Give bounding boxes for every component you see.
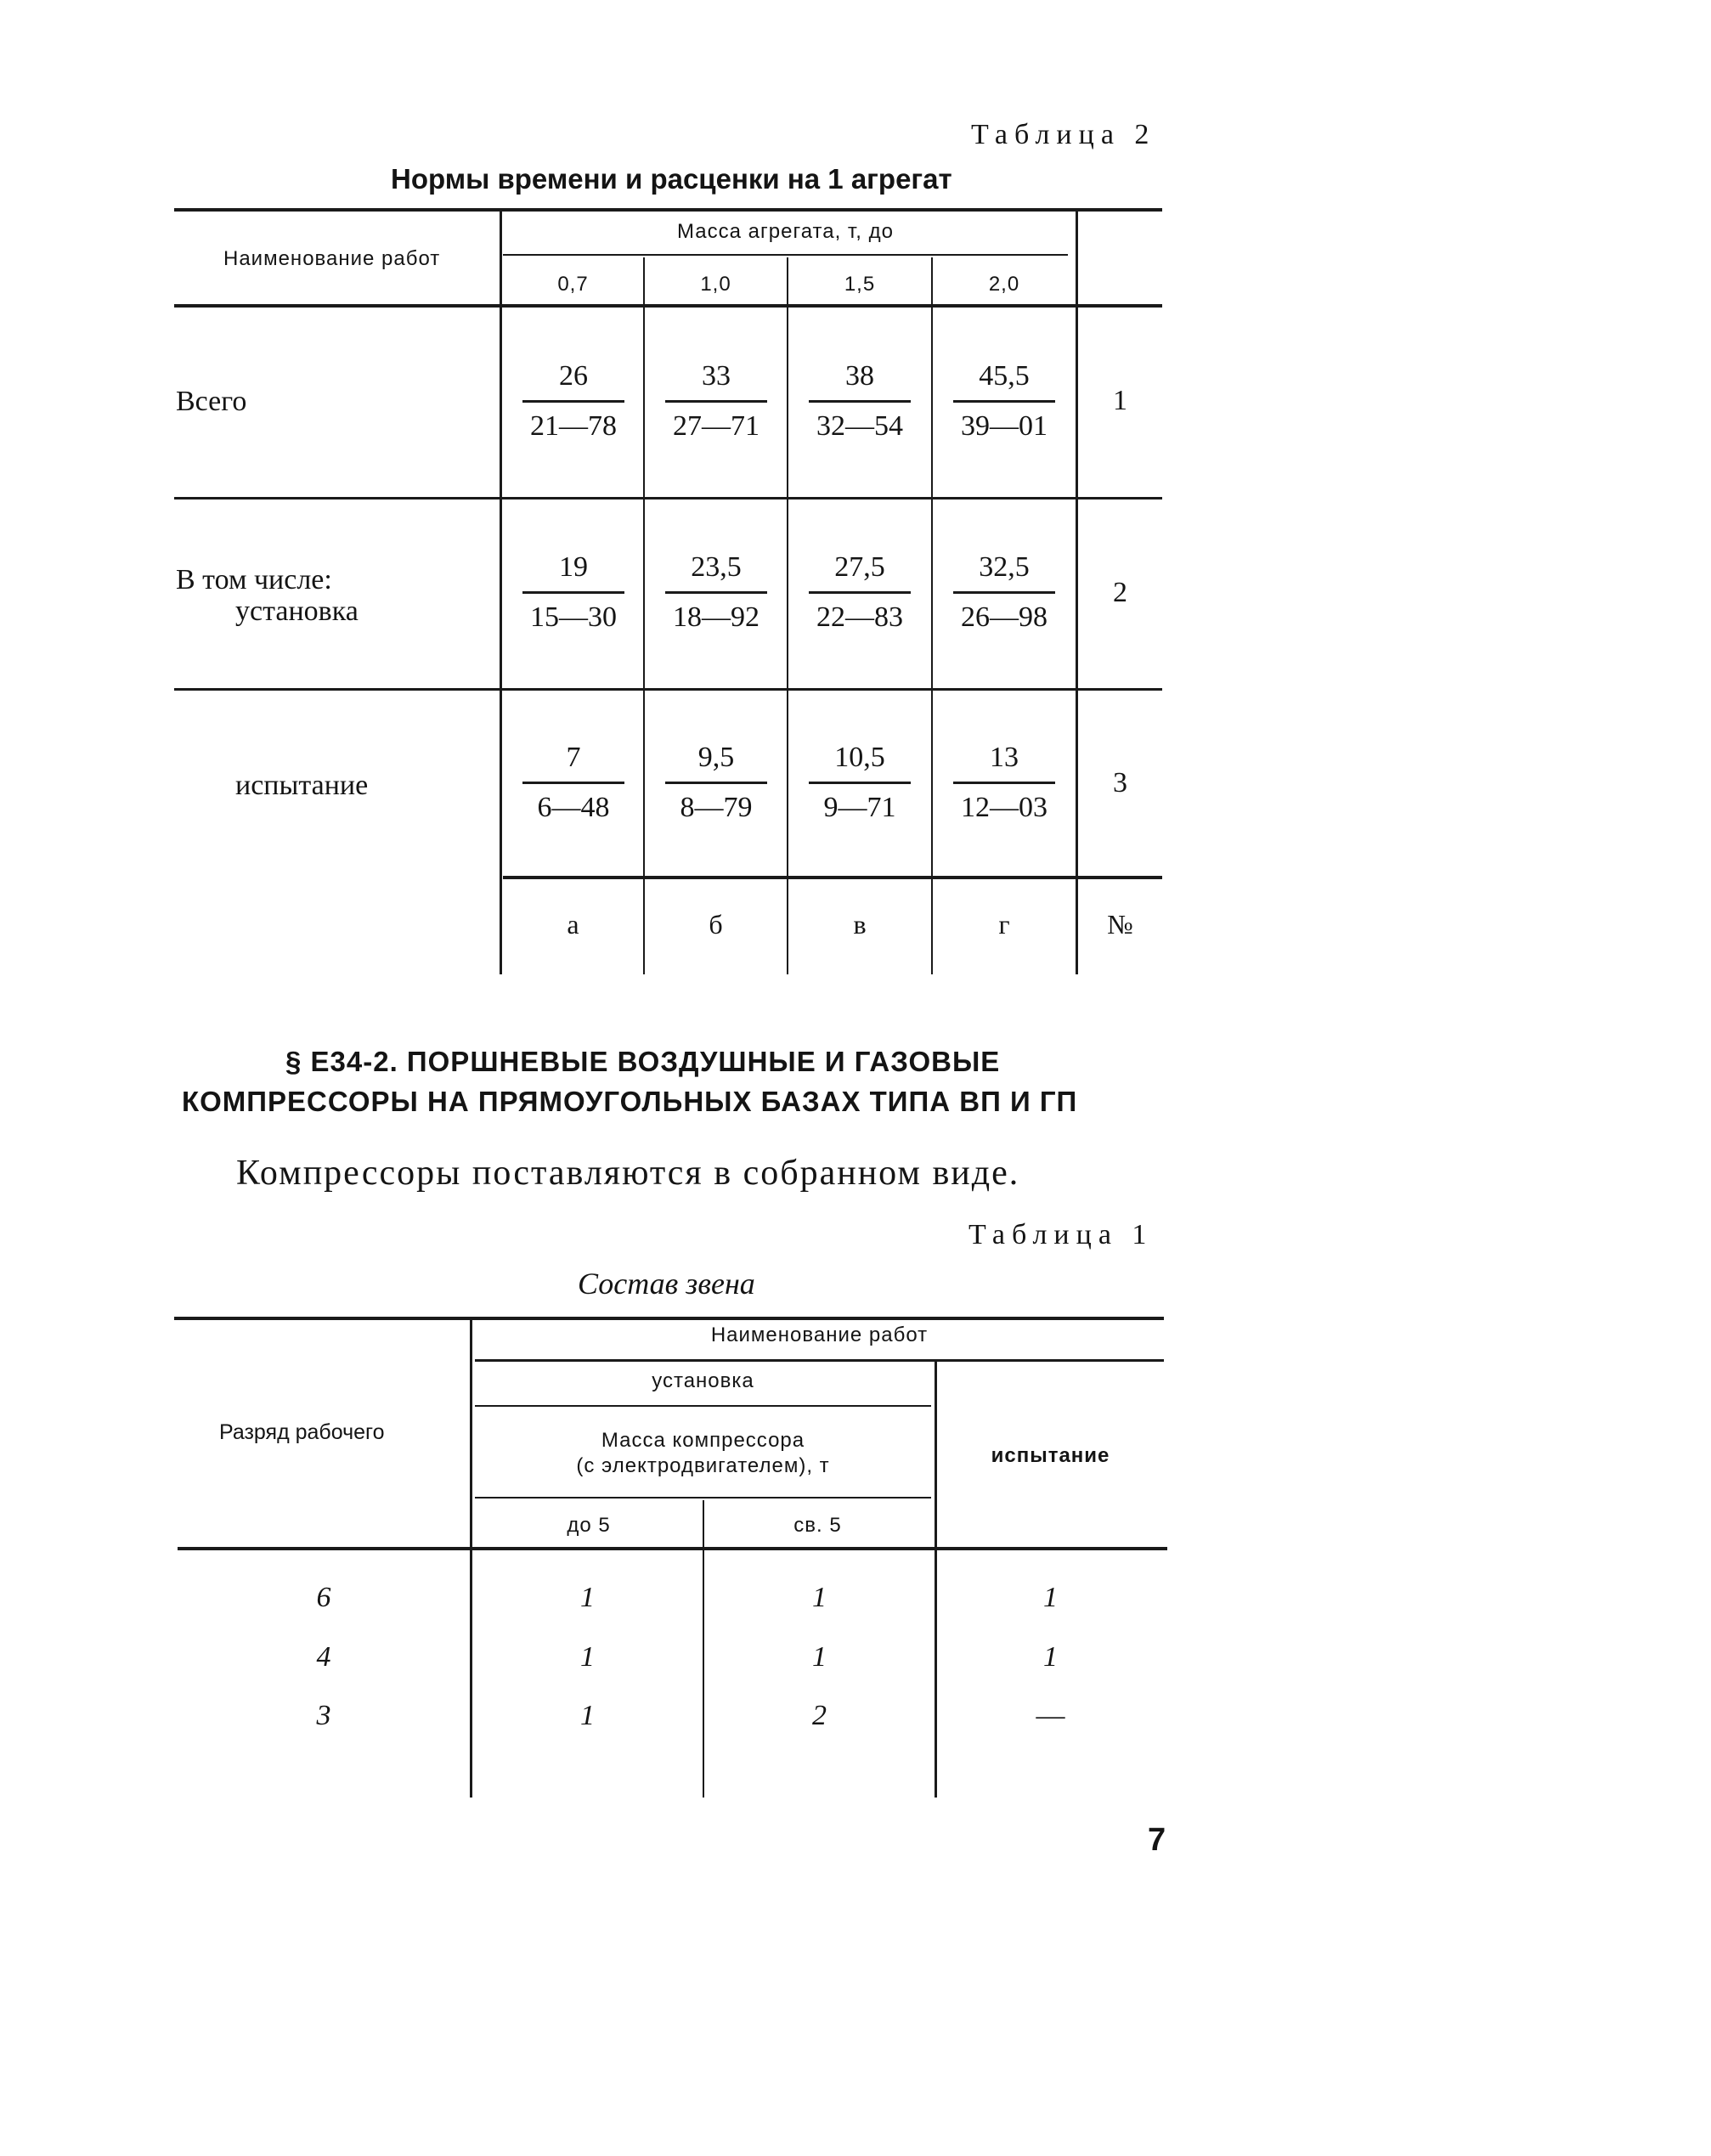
numerator: 7 xyxy=(566,742,581,773)
table1-r1-rank: 6 xyxy=(316,1582,331,1613)
table1-header-rank: Разряд рабочего xyxy=(219,1420,385,1444)
table2-r1-c2 xyxy=(665,359,767,443)
table2-footer-v: в xyxy=(853,909,867,940)
table2-header-name: Наименование работ xyxy=(223,247,441,270)
table2-vrule-name xyxy=(500,210,502,974)
denominator: 26—98 xyxy=(961,601,1047,633)
table1-r1-c2: 1 xyxy=(812,1582,827,1613)
fraction-bar xyxy=(809,400,911,403)
table2-col-header-1: 0,7 xyxy=(557,273,589,296)
table2-row3-name: испытание xyxy=(235,770,369,801)
table2-r2-c2 xyxy=(665,550,767,635)
table1-r3-rank: 3 xyxy=(316,1700,331,1731)
section-paragraph: Компрессоры поставляются в собранном виде. xyxy=(236,1154,1020,1193)
table1-header-works: Наименование работ xyxy=(710,1324,929,1346)
fraction-bar xyxy=(522,400,624,403)
table1-header-install: установка xyxy=(652,1369,754,1392)
table2-r3-c2 xyxy=(665,741,767,825)
table2-r3-c1 xyxy=(522,741,624,825)
table1-r1-c1: 1 xyxy=(580,1582,595,1613)
table1-r3-c3: — xyxy=(1036,1700,1065,1731)
fraction-bar xyxy=(953,591,1055,594)
denominator: 39—01 xyxy=(961,410,1047,442)
numerator: 10,5 xyxy=(834,742,885,773)
table1-r3-c2: 2 xyxy=(812,1700,827,1731)
table1-r1-c3: 1 xyxy=(1043,1582,1058,1613)
table2-footer-rule xyxy=(503,876,1162,879)
table1-label: Таблица 1 xyxy=(968,1219,1154,1250)
table2-header-rule xyxy=(174,304,1162,308)
table1-subcol-2: св. 5 xyxy=(793,1514,842,1537)
fraction-bar xyxy=(522,591,624,594)
table1-r3-c1: 1 xyxy=(580,1700,595,1731)
denominator: 8—79 xyxy=(680,792,753,823)
table1-works-rule xyxy=(475,1359,1164,1362)
table1-header-mass-line2: (с электродвигателем), т xyxy=(576,1454,830,1477)
fraction-bar xyxy=(665,782,767,784)
table2-footer-b: б xyxy=(709,909,723,940)
numerator: 26 xyxy=(559,360,588,392)
fraction-bar xyxy=(953,400,1055,403)
table1-vrule-test xyxy=(935,1362,937,1798)
fraction-bar xyxy=(665,400,767,403)
numerator: 13 xyxy=(990,742,1019,773)
denominator: 12—03 xyxy=(961,792,1047,823)
table1-top-rule xyxy=(174,1317,1164,1320)
table2-label: Таблица 2 xyxy=(971,119,1156,150)
denominator: 6—48 xyxy=(537,792,610,823)
section-heading-line2: КОМПРЕССОРЫ НА ПРЯМОУГОЛЬНЫХ БАЗАХ ТИПА ВП И ГП xyxy=(182,1086,1078,1117)
table2-r2-c4 xyxy=(953,550,1055,635)
table2-r1-c1 xyxy=(522,359,624,443)
denominator: 18—92 xyxy=(673,601,760,633)
fraction-bar xyxy=(522,782,624,784)
denominator: 9—71 xyxy=(823,792,896,823)
denominator: 21—78 xyxy=(530,410,617,442)
table2-row2-name-line1: В том числе: xyxy=(176,564,332,595)
fraction-bar xyxy=(665,591,767,594)
table2-r3-c4 xyxy=(953,741,1055,825)
table1-r2-rank: 4 xyxy=(316,1641,331,1673)
table2-vrule-2 xyxy=(787,257,788,974)
table2-row3-num: 3 xyxy=(1113,767,1127,799)
fraction-bar xyxy=(953,782,1055,784)
table1-header-test: испытание xyxy=(991,1444,1110,1467)
table2-row-rule-1 xyxy=(174,497,1162,499)
table2-r2-c3 xyxy=(809,550,911,635)
table2-footer-g: г xyxy=(998,909,1010,940)
table2-vrule-3 xyxy=(931,257,933,974)
fraction-bar xyxy=(809,591,911,594)
table1-r2-c3: 1 xyxy=(1043,1641,1058,1673)
table1-mass-rule xyxy=(475,1497,931,1498)
table1-r2-c2: 1 xyxy=(812,1641,827,1673)
table2-vrule-1 xyxy=(643,257,645,974)
denominator: 22—83 xyxy=(816,601,903,633)
numerator: 19 xyxy=(559,551,588,583)
table1-subcol-1: до 5 xyxy=(567,1514,611,1537)
numerator: 33 xyxy=(702,360,731,392)
table2-col-header-3: 1,5 xyxy=(844,273,876,296)
denominator: 15—30 xyxy=(530,601,617,633)
table2-header-mass: Масса агрегата, т, до xyxy=(677,220,894,243)
numerator: 9,5 xyxy=(697,742,735,773)
page-number: 7 xyxy=(1148,1822,1166,1858)
denominator: 27—71 xyxy=(673,410,760,442)
denominator: 32—54 xyxy=(816,410,903,442)
table2-col-header-2: 1,0 xyxy=(700,273,731,296)
table2-row1-num: 1 xyxy=(1113,385,1127,416)
table2-row2-num: 2 xyxy=(1113,577,1127,608)
table1-install-rule xyxy=(475,1405,931,1407)
table1-header-rule xyxy=(178,1547,1167,1550)
section-heading-line1: § Е34-2. ПОРШНЕВЫЕ ВОЗДУШНЫЕ И ГАЗОВЫЕ xyxy=(285,1046,1001,1077)
table1-r2-c1: 1 xyxy=(580,1641,595,1673)
table2-col-header-4: 2,0 xyxy=(988,273,1020,296)
table2-mass-rule xyxy=(503,254,1068,256)
fraction-bar xyxy=(809,782,911,784)
table2-row-rule-2 xyxy=(174,688,1162,691)
table2-r3-c3 xyxy=(809,741,911,825)
numerator: 32,5 xyxy=(979,551,1030,583)
numerator: 45,5 xyxy=(979,360,1030,392)
table2-r1-c3 xyxy=(809,359,911,443)
numerator: 23,5 xyxy=(691,551,742,583)
numerator: 38 xyxy=(845,360,874,392)
table2-r2-c1 xyxy=(522,550,624,635)
table1-title: Состав звена xyxy=(578,1267,755,1301)
table2-r1-c4 xyxy=(953,359,1055,443)
table1-header-mass-line1: Масса компрессора xyxy=(601,1429,805,1452)
numerator: 27,5 xyxy=(834,551,885,583)
table2-row1-name: Всего xyxy=(176,386,247,417)
table2-footer-num: № xyxy=(1107,909,1133,940)
table2-row2-name-line2: установка xyxy=(235,595,359,627)
table2-top-rule xyxy=(174,208,1162,212)
table2-footer-a: а xyxy=(567,909,579,940)
table2-title: Нормы времени и расценки на 1 агрегат xyxy=(391,163,952,195)
